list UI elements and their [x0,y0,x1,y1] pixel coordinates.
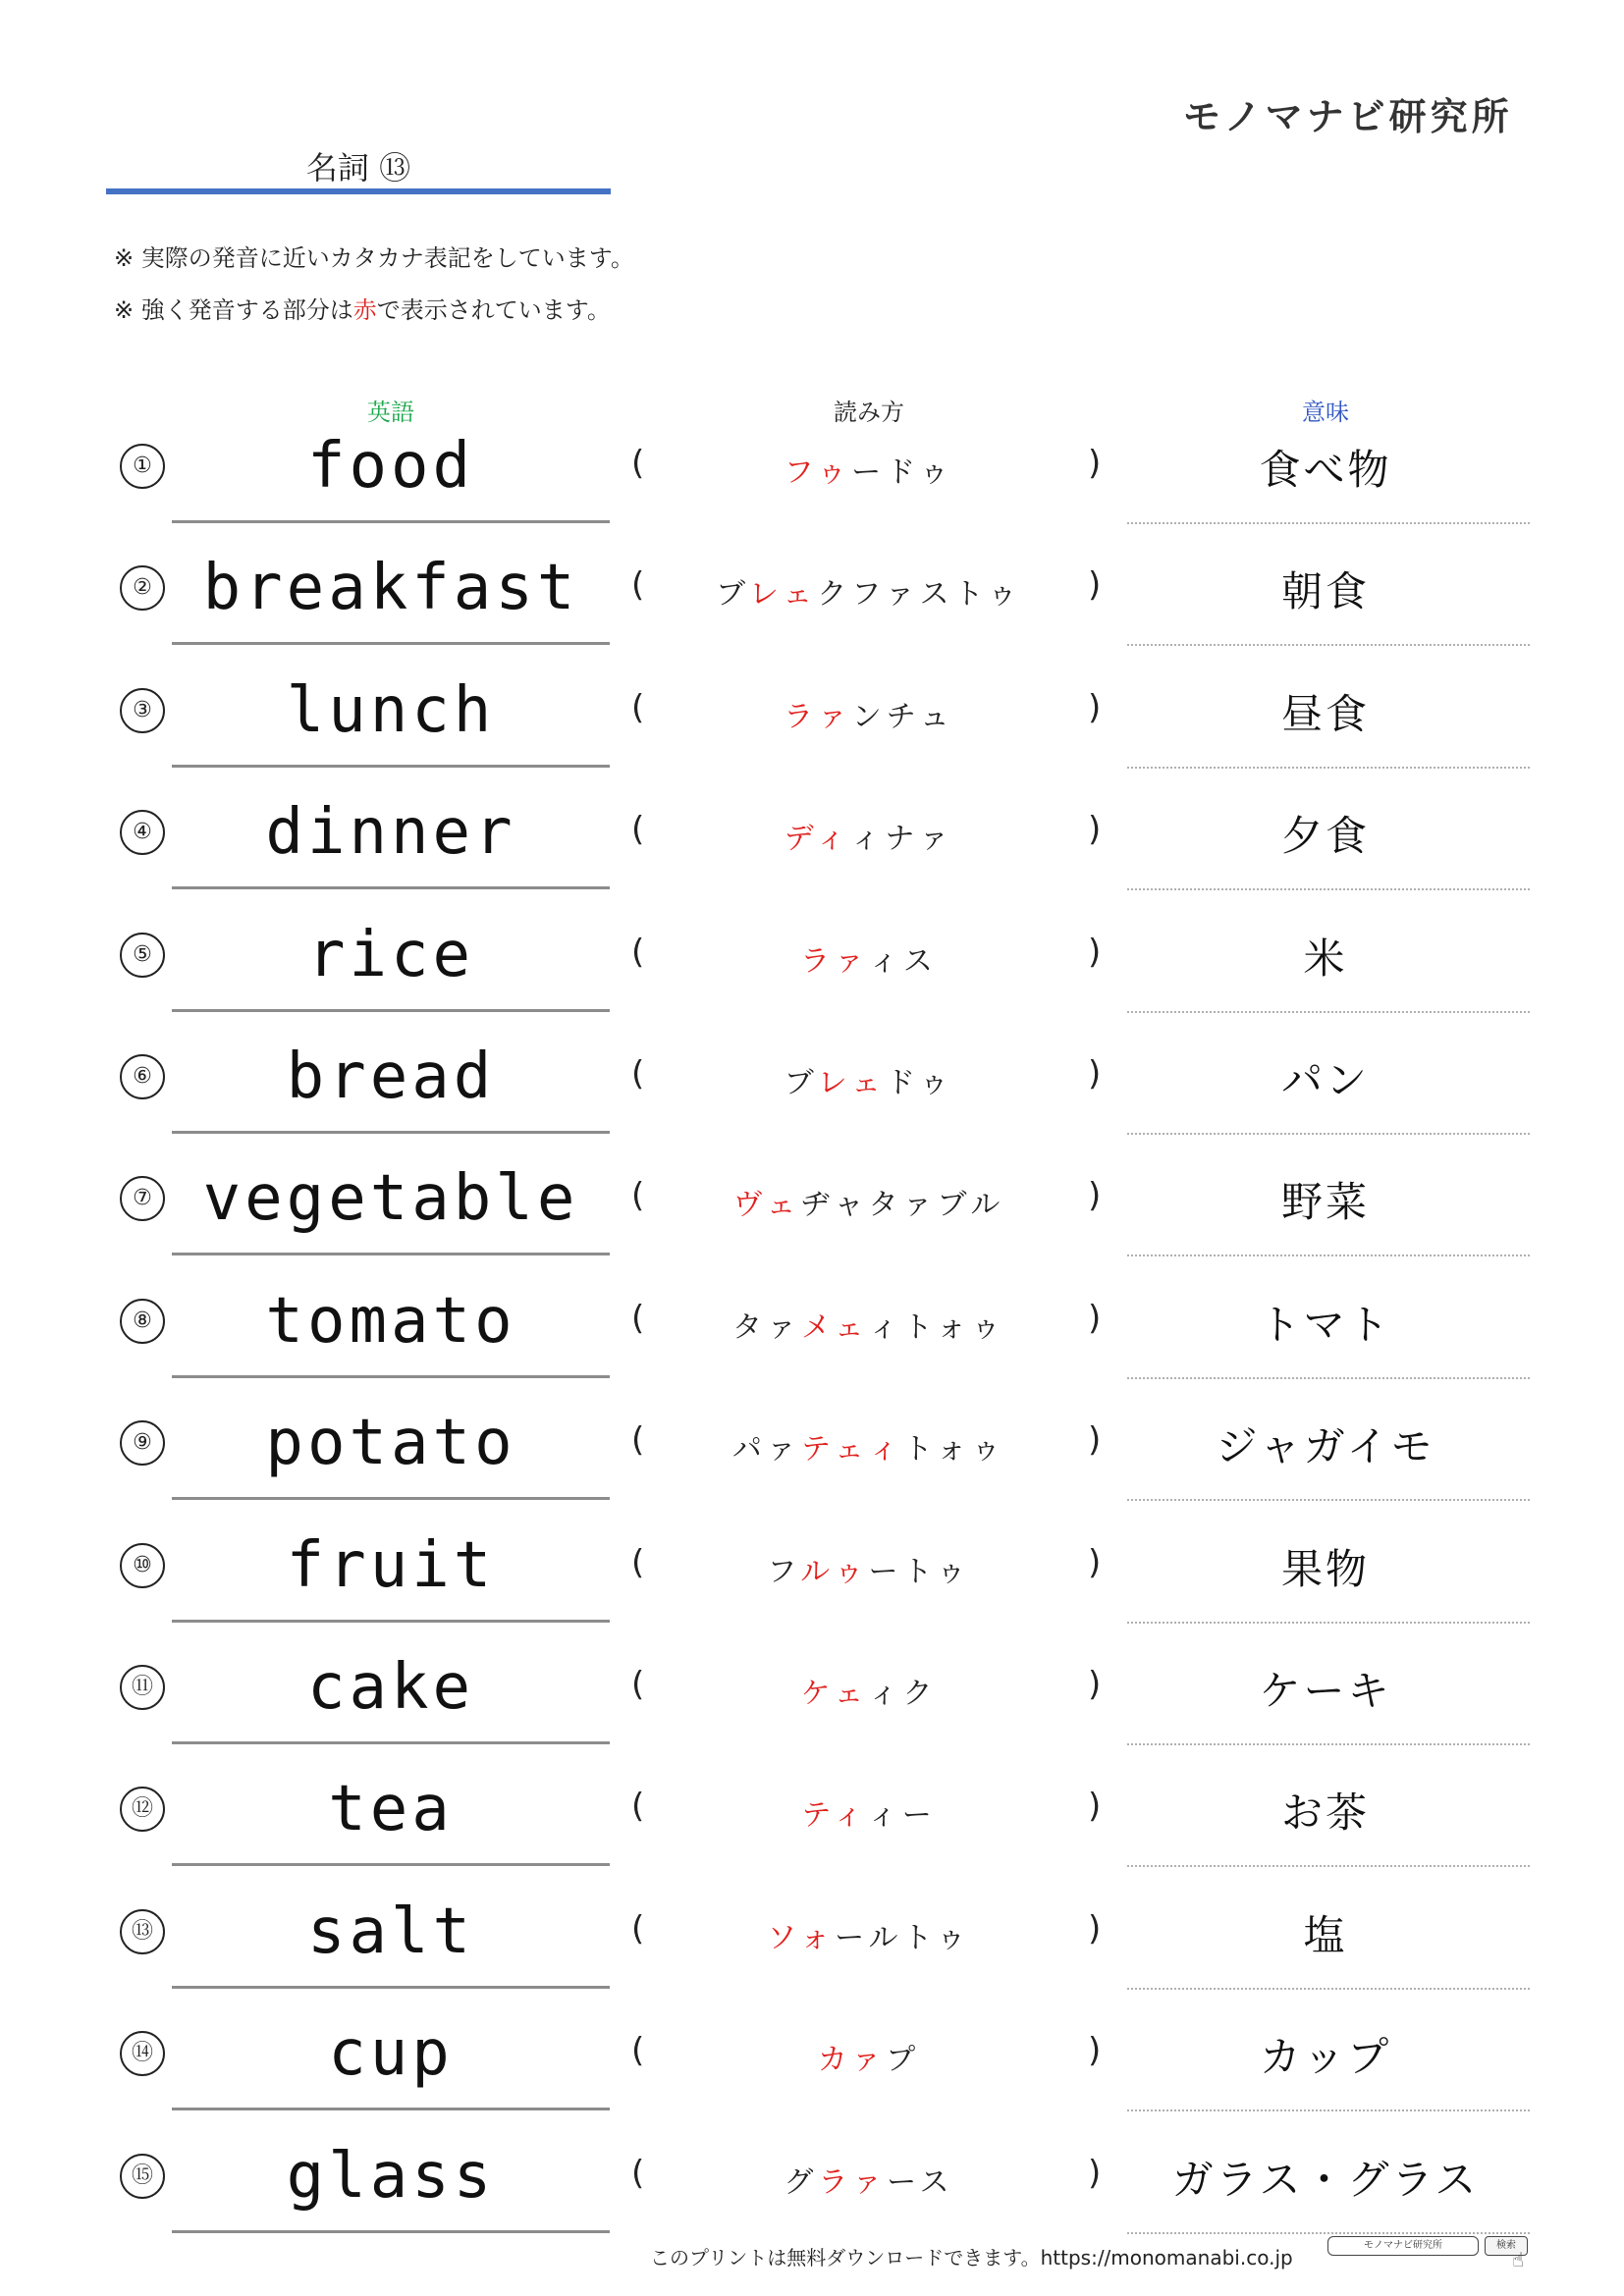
row-number: ⑪ [120,1665,165,1710]
reading-stressed: カァ [817,2043,887,2078]
vocab-row [0,788,1624,910]
word-underline [172,886,610,889]
paren-open: ( [631,1420,645,1461]
word-underline [172,1986,610,1989]
paren-close: ) [1088,2153,1102,2193]
meaning-underline [1127,888,1530,890]
reading-rest: ィー [867,1798,937,1834]
hand-cursor-icon: ☝ [1512,2248,1525,2271]
reading-rest: ートゥ [868,1554,971,1589]
reading-rest: ードゥ [851,455,954,490]
header-reading: 読み方 [834,399,904,426]
meaning-underline [1127,1622,1530,1624]
reading-rest: ース [887,2164,954,2200]
english-word: salt [306,1895,475,1968]
paren-close: ) [1088,687,1102,727]
paren-close: ) [1088,1420,1102,1461]
row-number: ⑮ [120,2154,165,2199]
paren-open: ( [631,565,645,606]
katakana-reading [668,448,1070,491]
vocab-row [0,1888,1624,2009]
japanese-meaning: 朝食 [1280,567,1370,616]
word-underline [172,1620,610,1623]
reading-stressed: ケェ [800,1677,869,1711]
site-logo: モノマナビ研究所 [1183,95,1513,138]
word-underline [172,2230,610,2233]
row-number: ⑧ [120,1299,165,1344]
note-stress-red: 赤 [352,296,377,324]
header-english: 英語 [367,399,414,426]
meaning-underline [1127,1255,1530,1256]
katakana-reading [668,2158,1070,2201]
paren-open: ( [631,932,645,972]
katakana-reading [668,1424,1070,1468]
paren-close: ) [1088,444,1102,483]
paren-close: ) [1088,810,1102,850]
reading-pre: タァ [731,1309,801,1345]
vocab-row [0,1765,1624,1887]
note-stress-post: で表示されています。 [376,296,611,324]
katakana-reading [668,1913,1070,1956]
reading-rest: ィトォゥ [868,1309,1006,1345]
vocab-row [0,2009,1624,2131]
reading-pre: フ [767,1554,801,1589]
japanese-meaning: 米 [1303,934,1348,983]
row-number: ⑭ [120,2031,165,2076]
reading-rest: ィナァ [850,822,954,857]
meaning-underline [1127,522,1530,524]
japanese-meaning: 塩 [1303,1910,1348,1959]
japanese-meaning: 野菜 [1280,1178,1370,1227]
meaning-underline [1127,1988,1530,1990]
header-meaning: 意味 [1302,399,1349,426]
word-underline [172,1253,610,1255]
row-number: ③ [120,688,165,733]
word-underline [172,642,610,645]
row-number: ② [120,565,165,611]
paren-close: ) [1088,2031,1102,2071]
paren-open: ( [631,810,645,850]
reading-rest: ドゥ [885,1066,954,1100]
katakana-reading [668,569,1070,613]
paren-open: ( [631,1298,645,1338]
reading-pre: パァ [731,1432,801,1468]
paren-close: ) [1088,565,1102,606]
vocab-row [0,1033,1624,1154]
meaning-underline [1127,1743,1530,1745]
paren-open: ( [631,1665,645,1704]
katakana-reading [668,1790,1070,1834]
word-underline [172,1497,610,1500]
meaning-underline [1127,2232,1530,2234]
katakana-reading [668,692,1070,735]
paren-close: ) [1088,1908,1102,1949]
vocab-row [0,1399,1624,1521]
search-button[interactable]: 検索 [1485,2236,1528,2256]
reading-stressed: ディ [784,822,851,857]
japanese-meaning: トマト [1259,1300,1392,1349]
row-number: ④ [120,810,165,855]
paren-open: ( [631,1908,645,1949]
english-word: tea [328,1773,454,1846]
meaning-underline [1127,2109,1530,2111]
reading-rest: プ [886,2043,921,2078]
reading-stressed: フゥ [784,455,852,490]
reading-rest: トォゥ [902,1432,1006,1468]
english-word: fruit [286,1528,496,1602]
english-word: food [306,430,475,503]
katakana-reading [668,1547,1070,1590]
japanese-meaning: 昼食 [1280,689,1370,738]
paren-close: ) [1088,1787,1102,1827]
reading-stressed: ルゥ [800,1554,869,1589]
katakana-reading [668,1669,1070,1712]
meaning-underline [1127,1133,1530,1135]
word-underline [172,1131,610,1134]
reading-pre: ブ [716,577,749,613]
paren-close: ) [1088,1665,1102,1704]
katakana-reading [668,2035,1070,2078]
vocab-row [0,1643,1624,1765]
japanese-meaning: 夕食 [1280,812,1370,861]
page-title: 名詞 ⑬ [305,149,411,187]
note-katakana: ※ 実際の発音に近いカタカナ表記をしています。 [114,244,634,272]
meaning-underline [1127,644,1530,646]
katakana-reading [668,1180,1070,1223]
reading-stressed: メェ [800,1309,869,1345]
meaning-underline [1127,1377,1530,1379]
reading-rest: ィク [868,1677,938,1711]
reading-stressed: ラァ [818,2164,888,2200]
vocab-row [0,911,1624,1033]
reading-pre: ブ [784,1066,818,1100]
reading-rest: ールトゥ [835,1920,971,1955]
meaning-underline [1127,1011,1530,1013]
paren-close: ) [1088,1054,1102,1094]
english-word: bread [286,1041,496,1113]
english-word: vegetable [202,1162,579,1236]
paren-close: ) [1088,1176,1102,1216]
english-word: rice [306,918,475,991]
word-underline [172,765,610,768]
word-underline [172,1009,610,1012]
paren-open: ( [631,687,645,727]
katakana-reading [668,1058,1070,1101]
reading-stressed: ラァ [784,699,852,734]
word-underline [172,2108,610,2110]
japanese-meaning: お茶 [1280,1789,1370,1838]
english-word: potato [265,1407,516,1480]
meaning-underline [1127,767,1530,769]
reading-stressed: ティ [801,1798,868,1834]
footer-text: このプリントは無料ダウンロードできます。https://monomanabi.co.jp [650,2246,1293,2269]
note-stress [114,291,611,325]
paren-open: ( [631,2153,645,2193]
row-number: ⑬ [120,1909,165,1954]
paren-open: ( [631,1176,645,1216]
english-word: cake [306,1651,475,1724]
word-underline [172,1741,610,1744]
paren-open: ( [631,2031,645,2071]
katakana-reading [668,814,1070,857]
japanese-meaning: 果物 [1280,1544,1370,1593]
paren-open: ( [631,1542,645,1582]
katakana-reading [668,936,1070,980]
reading-stressed: ソォ [767,1920,836,1955]
word-underline [172,1863,610,1866]
reading-pre: グ [784,2164,819,2200]
vocab-row [0,2132,1624,2254]
reading-stressed: ラァ [800,943,869,979]
japanese-meaning: ガラス・グラス [1171,2155,1480,2204]
paren-close: ) [1088,1542,1102,1582]
row-number: ⑫ [120,1787,165,1832]
reading-stressed: レェ [748,577,818,613]
japanese-meaning: ケーキ [1259,1667,1392,1715]
paren-open: ( [631,1054,645,1094]
english-word: cup [328,2017,454,2091]
english-word: glass [286,2139,496,2213]
reading-stressed: レェ [817,1066,886,1100]
english-word: breakfast [202,552,579,625]
vocab-row [0,1277,1624,1399]
reading-rest: ンチュ [851,699,954,734]
english-word: lunch [286,673,496,747]
paren-close: ) [1088,1298,1102,1338]
japanese-meaning: カップ [1259,2033,1392,2082]
row-number: ⑤ [120,933,165,978]
vocab-row [0,1154,1624,1276]
meaning-underline [1127,1865,1530,1867]
reading-rest: ヂャタァブル [800,1188,1005,1223]
vocab-row [0,667,1624,788]
english-word: dinner [265,796,516,870]
reading-stressed: テェィ [800,1432,903,1468]
english-word: tomato [265,1284,516,1358]
katakana-reading [668,1303,1070,1346]
title-underline [106,188,611,194]
row-number: ⑥ [120,1054,165,1099]
row-number: ⑨ [120,1420,165,1466]
japanese-meaning: ジャガイモ [1216,1422,1435,1471]
paren-open: ( [631,1787,645,1827]
reading-rest: クファストゥ [817,577,1022,613]
word-underline [172,520,610,523]
japanese-meaning: 食べ物 [1259,446,1392,494]
search-box[interactable]: モノマナビ研究所 [1327,2236,1479,2256]
vocab-row [0,422,1624,544]
row-number: ⑦ [120,1176,165,1221]
word-underline [172,1375,610,1378]
japanese-meaning: パン [1280,1056,1370,1104]
paren-open: ( [631,444,645,483]
reading-stressed: ヴェ [732,1188,801,1223]
reading-rest: ィス [868,943,938,979]
meaning-underline [1127,1499,1530,1501]
row-number: ① [120,444,165,489]
vocab-row [0,1522,1624,1643]
note-stress-pre: ※ 強く発音する部分は [114,296,353,324]
paren-close: ) [1088,932,1102,972]
row-number: ⑩ [120,1543,165,1588]
vocab-row [0,544,1624,666]
